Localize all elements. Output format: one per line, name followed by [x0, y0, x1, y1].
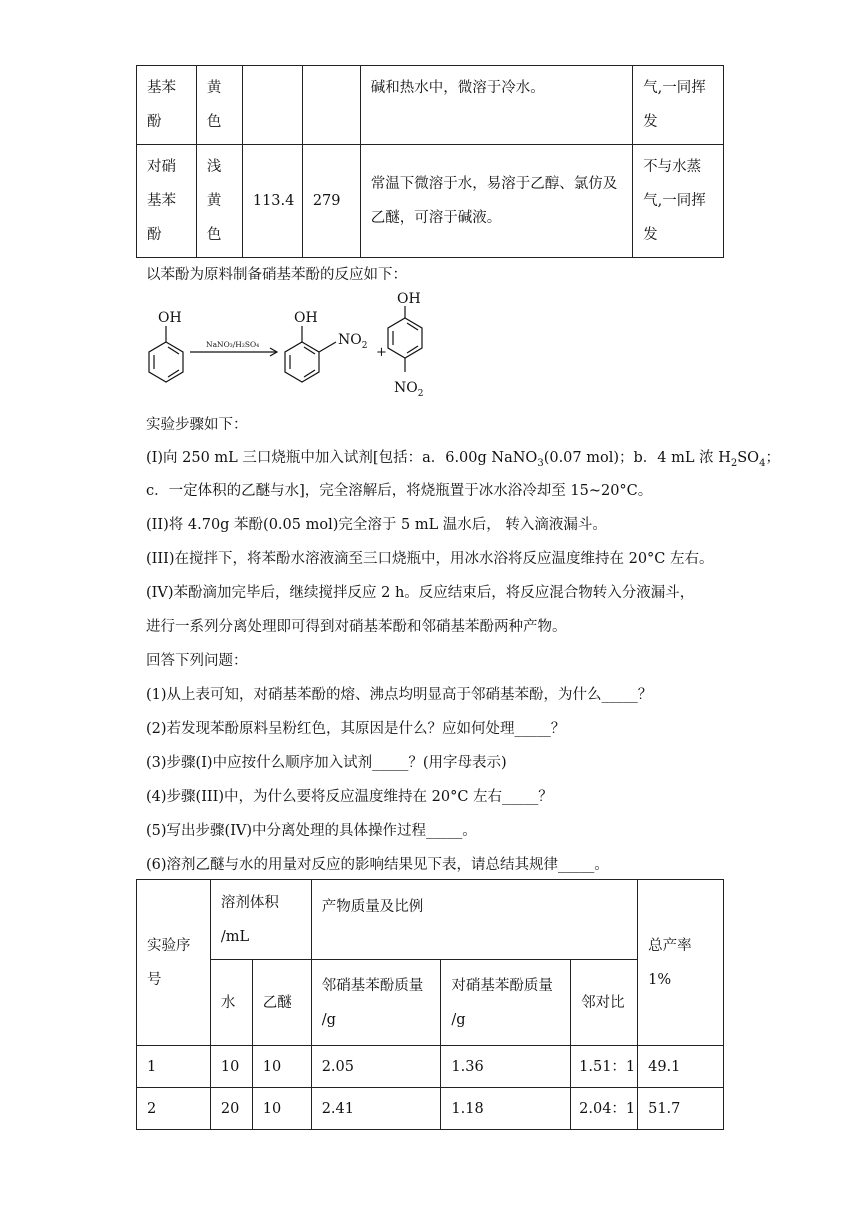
cell-yield: 51.7 [638, 1088, 724, 1130]
intro-text: 以苯酚为原料制备硝基苯酚的反应如下： [146, 267, 407, 283]
cell-ether: 10 [252, 1088, 311, 1130]
boiling-point [302, 66, 360, 145]
compound-color: 黄 色 [196, 66, 242, 145]
steam-volatility: 不与水蒸 气,一同挥 发 [633, 145, 724, 258]
solubility: 常温下微溶于水，易溶于乙醇、氯仿及乙醚，可溶于碱液。 [360, 145, 632, 258]
melting-point: 113.4 [242, 145, 302, 258]
cell-ratio: 1.51：1 [571, 1046, 638, 1088]
question-1: (1)从上表可知，对硝基苯酚的熔、沸点均明显高于邻硝基苯酚，为什么_____？ [146, 687, 653, 703]
compound-name: 基苯 酚 [137, 66, 197, 145]
header-yield: 总产率 1% [638, 880, 724, 1046]
cell-ratio: 2.04：1 [571, 1088, 638, 1130]
plus-sign: + [376, 345, 387, 360]
compound-name: 对硝 基苯 酚 [137, 145, 197, 258]
reagent-label: NaNO₃/H₂SO₄ [206, 340, 260, 349]
properties-table [136, 65, 724, 258]
svg-text:NO2: $NO_2$ [338, 332, 368, 351]
oh-label: OH [294, 310, 318, 326]
header-ortho: 邻硝基苯酚质量 /g [311, 960, 441, 1046]
question-3: (3)步骤(I)中应按什么顺序加入试剂_____？(用字母表示) [146, 755, 507, 771]
header-ratio: 邻对比 [571, 960, 638, 1046]
boiling-point: 279 [302, 145, 360, 258]
oh-label: OH [158, 310, 182, 326]
cell-ortho: 2.41 [311, 1088, 441, 1130]
no2-label: NO [394, 380, 418, 396]
cell-para: 1.18 [441, 1088, 571, 1130]
answer-title: 回答下列问题： [146, 653, 248, 669]
table-row [137, 1046, 724, 1088]
header-ether: 乙醚 [252, 960, 311, 1046]
question-4: (4)步骤(III)中，为什么要将反应温度维持在 20°C 左右_____？ [146, 789, 553, 805]
solvent-effect-table [136, 879, 724, 1130]
cell-seq: 1 [137, 1046, 211, 1088]
cell-para: 1.36 [441, 1046, 571, 1088]
melting-point [242, 66, 302, 145]
header-para: 对硝基苯酚质量 /g [441, 960, 571, 1046]
cell-water: 10 [210, 1046, 252, 1088]
cell-ortho: 2.05 [311, 1046, 441, 1088]
header-solvent: 溶剂体积 /mL [210, 880, 311, 960]
oh-label: OH [397, 291, 421, 307]
step-1-cont: c．一定体积的乙醚与水]，完全溶解后，将烧瓶置于冰水浴冷却至 15~20°C。 [146, 483, 653, 499]
header-product: 产物质量及比例 [311, 880, 637, 960]
question-2: (2)若发现苯酚原料呈粉红色，其原因是什么？应如何处理_____？ [146, 721, 566, 737]
cell-seq: 2 [137, 1088, 211, 1130]
reaction-scheme [140, 290, 460, 408]
step-4: (IV)苯酚滴加完毕后，继续搅拌反应 2 h。反应结束后，将反应混合物转入分液漏斗， [146, 585, 695, 601]
step-1: (I)向 250 mL 三口烧瓶中加入试剂[包括：a．6.00g NaNO$_3$(0.07 mol)；b．4 mL 浓 $H_2SO_4$； [146, 450, 780, 469]
cell-water: 20 [210, 1088, 252, 1130]
compound-color: 浅 黄 色 [196, 145, 242, 258]
svg-text:NO2: $NO_2$ [394, 380, 424, 399]
steam-volatility: 气,一同挥 发 [633, 66, 724, 145]
header-seq: 实验序 号 [137, 880, 211, 1046]
steps-title: 实验步骤如下： [146, 417, 248, 433]
step-2: (II)将 4.70g 苯酚(0.05 mol)完全溶于 5 mL 温水后， 转入滴液漏斗。 [146, 517, 607, 533]
question-5: (5)写出步骤(IV)中分离处理的具体操作过程_____。 [146, 823, 477, 839]
question-6: (6)溶剂乙醚与水的用量对反应的影响结果见下表，请总结其规律_____。 [146, 857, 609, 873]
header-water: 水 [210, 960, 252, 1046]
step-4-cont: 进行一系列分离处理即可得到对硝基苯酚和邻硝基苯酚两种产物。 [146, 619, 567, 635]
cell-yield: 49.1 [638, 1046, 724, 1088]
solubility: 碱和热水中，微溶于冷水。 [360, 66, 632, 145]
cell-ether: 10 [252, 1046, 311, 1088]
table-row [137, 1088, 724, 1130]
step-3: (III)在搅拌下，将苯酚水溶液滴至三口烧瓶中，用冰水浴将反应温度维持在 20°C 左右。 [146, 551, 714, 567]
no2-label: NO [338, 332, 362, 348]
